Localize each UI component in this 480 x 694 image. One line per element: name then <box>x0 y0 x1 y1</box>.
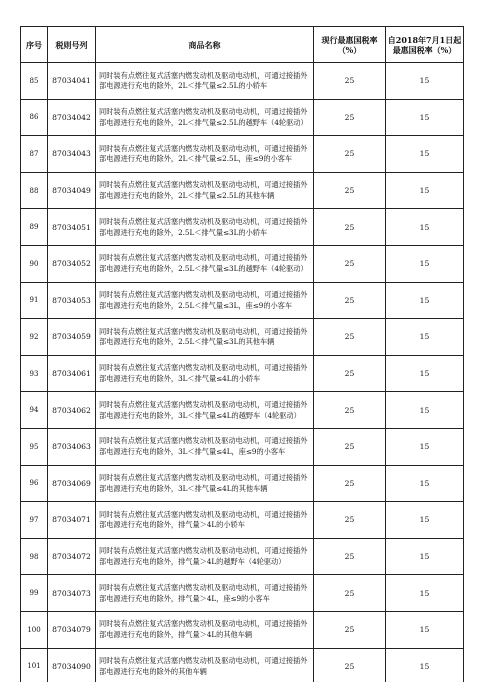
tariff-code-cell: 87034052 <box>48 245 96 282</box>
new-rate-cell: 15 <box>386 282 464 319</box>
tariff-table-sheet <box>20 26 463 685</box>
page-bottom-margin <box>0 682 480 694</box>
table-row <box>21 465 464 502</box>
row-number-cell: 97 <box>21 502 48 539</box>
new-rate-cell: 15 <box>386 465 464 502</box>
new-rate-cell: 15 <box>386 648 464 685</box>
current-rate-cell: 25 <box>314 575 386 612</box>
current-rate-cell: 25 <box>314 611 386 648</box>
new-rate-cell: 15 <box>386 502 464 539</box>
header-name: 商品名称 <box>96 27 314 63</box>
current-rate-cell: 25 <box>314 355 386 392</box>
current-rate-cell: 25 <box>314 502 386 539</box>
current-rate-cell: 25 <box>314 209 386 246</box>
table-row <box>21 611 464 648</box>
table-row <box>21 428 464 465</box>
current-rate-cell: 25 <box>314 136 386 173</box>
row-number-cell: 93 <box>21 355 48 392</box>
tariff-code-cell: 87034043 <box>48 136 96 173</box>
row-number-cell: 92 <box>21 319 48 356</box>
tariff-code-cell: 87034072 <box>48 538 96 575</box>
tariff-code-cell: 87034053 <box>48 282 96 319</box>
tariff-code-cell: 87034062 <box>48 392 96 429</box>
tariff-code-cell: 87034071 <box>48 502 96 539</box>
product-name-cell: 同时装有点燃往复式活塞内燃发动机及驱动电动机，可通过接插外部电源进行充电的除外，3L＜排气量≤4L，座≤9的小客车 <box>96 428 314 465</box>
table-row <box>21 136 464 173</box>
row-number-cell: 88 <box>21 172 48 209</box>
tariff-code-cell: 87034041 <box>48 63 96 100</box>
row-number-cell: 85 <box>21 63 48 100</box>
current-rate-cell: 25 <box>314 245 386 282</box>
product-name-cell: 同时装有点燃往复式活塞内燃发动机及驱动电动机，可通过接插外部电源进行充电的除外，3L＜排气量≤4L的小轿车 <box>96 355 314 392</box>
product-name-cell: 同时装有点燃往复式活塞内燃发动机及驱动电动机，可通过接插外部电源进行充电的除外，3L＜排气量≤4L的越野车（4轮驱动） <box>96 392 314 429</box>
table-row <box>21 99 464 136</box>
product-name-cell: 同时装有点燃往复式活塞内燃发动机及驱动电动机，可通过接插外部电源进行充电的除外，2.5L＜排气量≤3L的小轿车 <box>96 209 314 246</box>
table-row <box>21 245 464 282</box>
tariff-code-cell: 87034069 <box>48 465 96 502</box>
row-number-cell: 98 <box>21 538 48 575</box>
table-row <box>21 392 464 429</box>
table-row <box>21 319 464 356</box>
row-number-cell: 99 <box>21 575 48 612</box>
current-rate-cell: 25 <box>314 63 386 100</box>
header-new-rate: 自2018年7月1日起最惠国税率（%） <box>386 27 464 63</box>
new-rate-cell: 15 <box>386 209 464 246</box>
row-number-cell: 96 <box>21 465 48 502</box>
new-rate-cell: 15 <box>386 538 464 575</box>
new-rate-cell: 15 <box>386 392 464 429</box>
new-rate-cell: 15 <box>386 245 464 282</box>
row-number-cell: 87 <box>21 136 48 173</box>
row-number-cell: 95 <box>21 428 48 465</box>
tariff-code-cell: 87034049 <box>48 172 96 209</box>
current-rate-cell: 25 <box>314 465 386 502</box>
table-row <box>21 648 464 685</box>
new-rate-cell: 15 <box>386 63 464 100</box>
table-row <box>21 355 464 392</box>
new-rate-cell: 15 <box>386 136 464 173</box>
tariff-code-cell: 87034063 <box>48 428 96 465</box>
product-name-cell: 同时装有点燃往复式活塞内燃发动机及驱动电动机，可通过接插外部电源进行充电的除外的其他车辆 <box>96 648 314 685</box>
row-number-cell: 91 <box>21 282 48 319</box>
table-row <box>21 502 464 539</box>
product-name-cell: 同时装有点燃往复式活塞内燃发动机及驱动电动机，可通过接插外部电源进行充电的除外，2L＜排气量≤2.5L的其他车辆 <box>96 172 314 209</box>
product-name-cell: 同时装有点燃往复式活塞内燃发动机及驱动电动机，可通过接插外部电源进行充电的除外，排气量＞4L的越野车（4轮驱动） <box>96 538 314 575</box>
current-rate-cell: 25 <box>314 172 386 209</box>
current-rate-cell: 25 <box>314 319 386 356</box>
table-row <box>21 282 464 319</box>
tariff-code-cell: 87034059 <box>48 319 96 356</box>
tariff-code-cell: 87034090 <box>48 648 96 685</box>
product-name-cell: 同时装有点燃往复式活塞内燃发动机及驱动电动机，可通过接插外部电源进行充电的除外，排气量＞4L的其他车辆 <box>96 611 314 648</box>
product-name-cell: 同时装有点燃往复式活塞内燃发动机及驱动电动机，可通过接插外部电源进行充电的除外，2.5L＜排气量≤3L的其他车辆 <box>96 319 314 356</box>
table-row <box>21 575 464 612</box>
new-rate-cell: 15 <box>386 575 464 612</box>
row-number-cell: 94 <box>21 392 48 429</box>
table-body <box>21 63 464 685</box>
tariff-code-cell: 87034073 <box>48 575 96 612</box>
current-rate-cell: 25 <box>314 648 386 685</box>
header-current-rate: 现行最惠国税率（%） <box>314 27 386 63</box>
table-row <box>21 172 464 209</box>
current-rate-cell: 25 <box>314 538 386 575</box>
row-number-cell: 101 <box>21 648 48 685</box>
tariff-code-cell: 87034061 <box>48 355 96 392</box>
product-name-cell: 同时装有点燃往复式活塞内燃发动机及驱动电动机，可通过接插外部电源进行充电的除外，2L＜排气量≤2.5L的越野车（4轮驱动） <box>96 99 314 136</box>
product-name-cell: 同时装有点燃往复式活塞内燃发动机及驱动电动机，可通过接插外部电源进行充电的除外，2.5L＜排气量≤3L，座≤9的小客车 <box>96 282 314 319</box>
product-name-cell: 同时装有点燃往复式活塞内燃发动机及驱动电动机，可通过接插外部电源进行充电的除外，排气量＞4L的小轿车 <box>96 502 314 539</box>
row-number-cell: 90 <box>21 245 48 282</box>
tariff-table <box>20 26 464 685</box>
current-rate-cell: 25 <box>314 282 386 319</box>
new-rate-cell: 15 <box>386 99 464 136</box>
product-name-cell: 同时装有点燃往复式活塞内燃发动机及驱动电动机，可通过接插外部电源进行充电的除外，2.5L＜排气量≤3L的越野车（4轮驱动） <box>96 245 314 282</box>
current-rate-cell: 25 <box>314 99 386 136</box>
tariff-code-cell: 87034079 <box>48 611 96 648</box>
row-number-cell: 100 <box>21 611 48 648</box>
header-row <box>21 27 464 63</box>
product-name-cell: 同时装有点燃往复式活塞内燃发动机及驱动电动机，可通过接插外部电源进行充电的除外，2L＜排气量≤2.5L的小轿车 <box>96 63 314 100</box>
new-rate-cell: 15 <box>386 428 464 465</box>
new-rate-cell: 15 <box>386 319 464 356</box>
table-row <box>21 209 464 246</box>
current-rate-cell: 25 <box>314 392 386 429</box>
new-rate-cell: 15 <box>386 172 464 209</box>
tariff-code-cell: 87034042 <box>48 99 96 136</box>
table-row <box>21 63 464 100</box>
new-rate-cell: 15 <box>386 355 464 392</box>
row-number-cell: 86 <box>21 99 48 136</box>
table-row <box>21 538 464 575</box>
product-name-cell: 同时装有点燃往复式活塞内燃发动机及驱动电动机，可通过接插外部电源进行充电的除外，2L＜排气量≤2.5L，座≤9的小客车 <box>96 136 314 173</box>
header-code: 税则号列 <box>48 27 96 63</box>
product-name-cell: 同时装有点燃往复式活塞内燃发动机及驱动电动机，可通过接插外部电源进行充电的除外，3L＜排气量≤4L的其他车辆 <box>96 465 314 502</box>
row-number-cell: 89 <box>21 209 48 246</box>
tariff-code-cell: 87034051 <box>48 209 96 246</box>
new-rate-cell: 15 <box>386 611 464 648</box>
current-rate-cell: 25 <box>314 428 386 465</box>
header-seq: 序号 <box>21 27 48 63</box>
product-name-cell: 同时装有点燃往复式活塞内燃发动机及驱动电动机，可通过接插外部电源进行充电的除外，排气量＞4L，座≤9的小客车 <box>96 575 314 612</box>
